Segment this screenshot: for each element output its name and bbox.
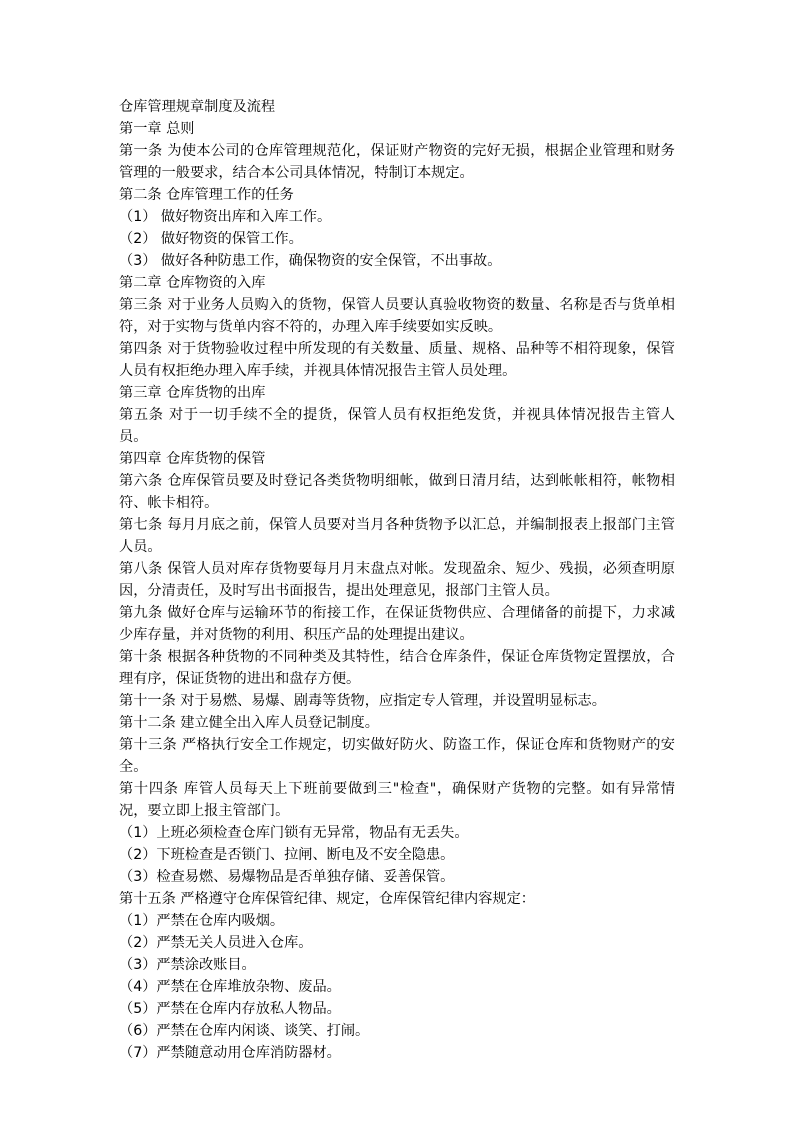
article-2-item-3: （3） 做好各种防患工作，确保物资的安全保管，不出事故。 (119, 253, 502, 269)
chapter-3-heading: 第三章 仓库货物的出库 (119, 385, 266, 401)
article-15-item-3: （3）严禁涂改账目。 (119, 957, 256, 973)
chapter-4-heading: 第四章 仓库货物的保管 (119, 451, 266, 467)
article-6: 第六条 仓库保管员要及时登记各类货物明细帐，做到日清月结，达到帐帐相符，帐物相符、帐卡相符。 (119, 473, 675, 511)
article-13: 第十三条 严格执行安全工作规定，切实做好防火、防盗工作，保证仓库和货物财产的安全。 (119, 737, 675, 775)
article-15-item-1: （1）严禁在仓库内吸烟。 (119, 913, 285, 929)
article-8: 第八条 保管人员对库存货物要每月月末盘点对帐。发现盈余、短少、残损，必须查明原因，分清责任，及时写出书面报告，提出处理意见，报部门主管人员。 (119, 561, 675, 599)
article-14-item-1: （1）上班必须检查仓库门锁有无异常，物品有无丢失。 (119, 825, 469, 841)
article-15-item-2: （2）严禁无关人员进入仓库。 (119, 935, 313, 951)
article-15-item-4: （4）严禁在仓库堆放杂物、废品。 (119, 979, 341, 995)
article-11: 第十一条 对于易燃、易爆、剧毒等货物，应指定专人管理，并设置明显标志。 (119, 693, 606, 709)
article-2-item-2: （2） 做好物资的保管工作。 (119, 231, 303, 247)
article-5: 第五条 对于一切手续不全的提货，保管人员有权拒绝发货，并视具体情况报告主管人员。 (119, 407, 675, 445)
chapter-2-heading: 第二章 仓库物资的入库 (119, 275, 266, 291)
article-15-item-7: （7）严禁随意动用仓库消防器材。 (119, 1045, 341, 1061)
document-body (119, 96, 675, 1064)
article-14-item-2: （2）下班检查是否锁门、拉闸、断电及不安全隐患。 (119, 847, 455, 863)
article-4: 第四条 对于货物验收过程中所发现的有关数量、质量、规格、品种等不相符现象，保管人员有权拒绝办理入库手续，并视具体情况报告主管人员处理。 (119, 341, 675, 379)
document-title: 仓库管理规章制度及流程 (119, 99, 276, 115)
article-14: 第十四条 库管人员每天上下班前要做到三"检查"，确保财产货物的完整。如有异常情况，要立即上报主管部门。 (119, 781, 675, 819)
article-10: 第十条 根据各种货物的不同种类及其特性，结合仓库条件，保证仓库货物定置摆放，合理有序，保证货物的进出和盘存方便。 (119, 649, 675, 687)
article-2: 第二条 仓库管理工作的任务 (119, 187, 294, 203)
article-15-item-6: （6）严禁在仓库内闲谈、谈笑、打闹。 (119, 1023, 370, 1039)
article-7: 第七条 每月月底之前，保管人员要对当月各种货物予以汇总，并编制报表上报部门主管人员。 (119, 517, 675, 555)
article-9: 第九条 做好仓库与运输环节的衔接工作，在保证货物供应、合理储备的前提下，力求减少库存量，并对货物的利用、积压产品的处理提出建议。 (119, 605, 675, 643)
article-1: 第一条 为使本公司的仓库管理规范化，保证财产物资的完好无损，根据企业管理和财务管理的一般要求，结合本公司具体情况，特制订本规定。 (119, 143, 675, 181)
article-12: 第十二条 建立健全出入库人员登记制度。 (119, 715, 379, 731)
article-15-item-5: （5）严禁在仓库内存放私人物品。 (119, 1001, 341, 1017)
article-14-item-3: （3）检查易燃、易爆物品是否单独存储、妥善保管。 (119, 869, 455, 885)
article-3: 第三条 对于业务人员购入的货物，保管人员要认真验收物资的数量、名称是否与货单相符，对于实物与货单内容不符的，办理入库手续要如实反映。 (119, 297, 675, 335)
article-2-item-1: （1） 做好物资出库和入库工作。 (119, 209, 332, 225)
article-15: 第十五条 严格遵守仓库保管纪律、规定，仓库保管纪律内容规定： (119, 891, 535, 907)
chapter-1-heading: 第一章 总则 (119, 121, 195, 137)
